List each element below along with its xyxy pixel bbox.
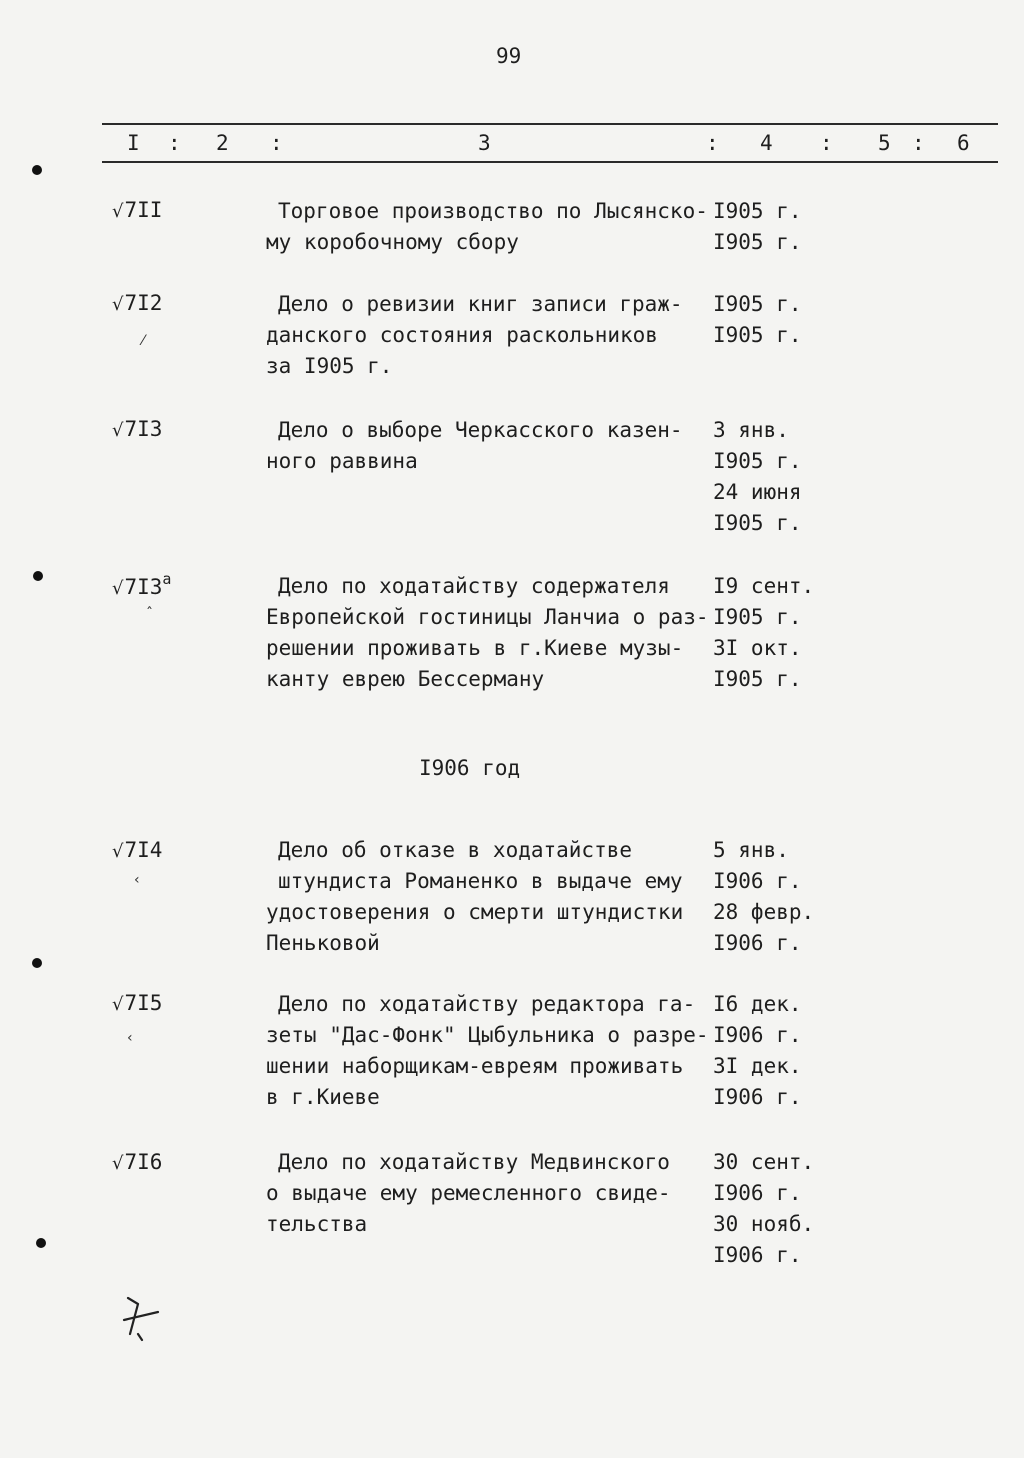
pencil-mark: ˆ [146,606,153,622]
binding-hole [32,958,42,968]
entry-number: √7I6 [112,1150,163,1174]
binding-hole [32,165,42,175]
checkmark-icon: √ [112,994,124,1015]
entry-description: Дело об отказе в ходатайстве штундиста Романенко в выдаче ему удостоверения о смерти штундистки Пеньковой [266,838,684,955]
column-header-5: 5 [878,131,891,155]
pencil-mark: ⁄ [142,333,145,349]
entry-number: √7II [112,198,163,222]
pencil-mark: ‹ [127,1030,133,1046]
column-separator: : [706,131,719,155]
handwritten-mark [120,1290,180,1350]
column-separator: : [912,131,925,155]
header-top-rule [102,123,998,125]
checkmark-icon: √ [112,294,124,315]
column-separator: : [168,131,181,155]
entry-number: √7I2 [112,291,163,315]
checkmark-icon: √ [112,420,124,441]
entry-description: Дело по ходатайству содержателя Европейской гостиницы Ланчиа о раз- решении проживать в г.Киеве музы- канту еврею Бессерману [266,574,709,691]
column-header-2: 2 [216,131,229,155]
entry-number-suffix: а [162,570,172,588]
entry-description: Дело по ходатайству Медвинского о выдаче ему ремесленного свиде- тельства [266,1150,671,1236]
entry-number: $√7I3^а$ [112,570,172,599]
checkmark-icon: √ [112,1153,124,1174]
entry-dates: I6 дек. I906 г. 3I дек. I906 г. [713,992,802,1109]
column-separator: : [820,131,833,155]
entry-description: Дело по ходатайству редактора га- зеты "Дас-Фонк" Цыбульника о разре- шении наборщикам-евреям проживать в г.Киеве [266,992,709,1109]
entry-dates: I905 г. I905 г. [713,199,802,254]
pencil-mark: ‹ [134,872,140,888]
checkmark-icon: √ [112,201,124,222]
entry-dates: I905 г. I905 г. [713,292,802,347]
checkmark-icon: √ [112,841,124,862]
column-separator: : [270,131,283,155]
column-header-4: 4 [760,131,773,155]
entry-number: √7I3 [112,417,163,441]
page-number: 99 [496,44,522,68]
entry-dates: 3 янв. I905 г. 24 июня I905 г. [713,418,802,535]
entry-description: Дело о выборе Черкасского казен- ного раввина [266,418,683,473]
entry-dates: 5 янв. I906 г. 28 февр. I906 г. [713,838,815,955]
binding-hole [36,1238,46,1248]
column-header-1: I [127,131,140,155]
column-header-3: 3 [478,131,491,155]
year-heading: I906 год [419,756,521,780]
header-bottom-rule [102,161,998,163]
binding-hole [33,571,43,581]
column-header-6: 6 [957,131,970,155]
entry-dates: 30 сент. I906 г. 30 нояб. I906 г. [713,1150,815,1267]
entry-number: √7I5 [112,991,163,1015]
entry-description: Дело о ревизии книг записи граж- данского состояния раскольников за I905 г. [266,292,683,378]
checkmark-icon: √ [112,578,124,599]
entry-description: Торговое производство по Лысянско- му коробочному сбору [266,199,708,254]
entry-dates: I9 сент. I905 г. 3I окт. I905 г. [713,574,815,691]
entry-number: √7I4 [112,838,163,862]
